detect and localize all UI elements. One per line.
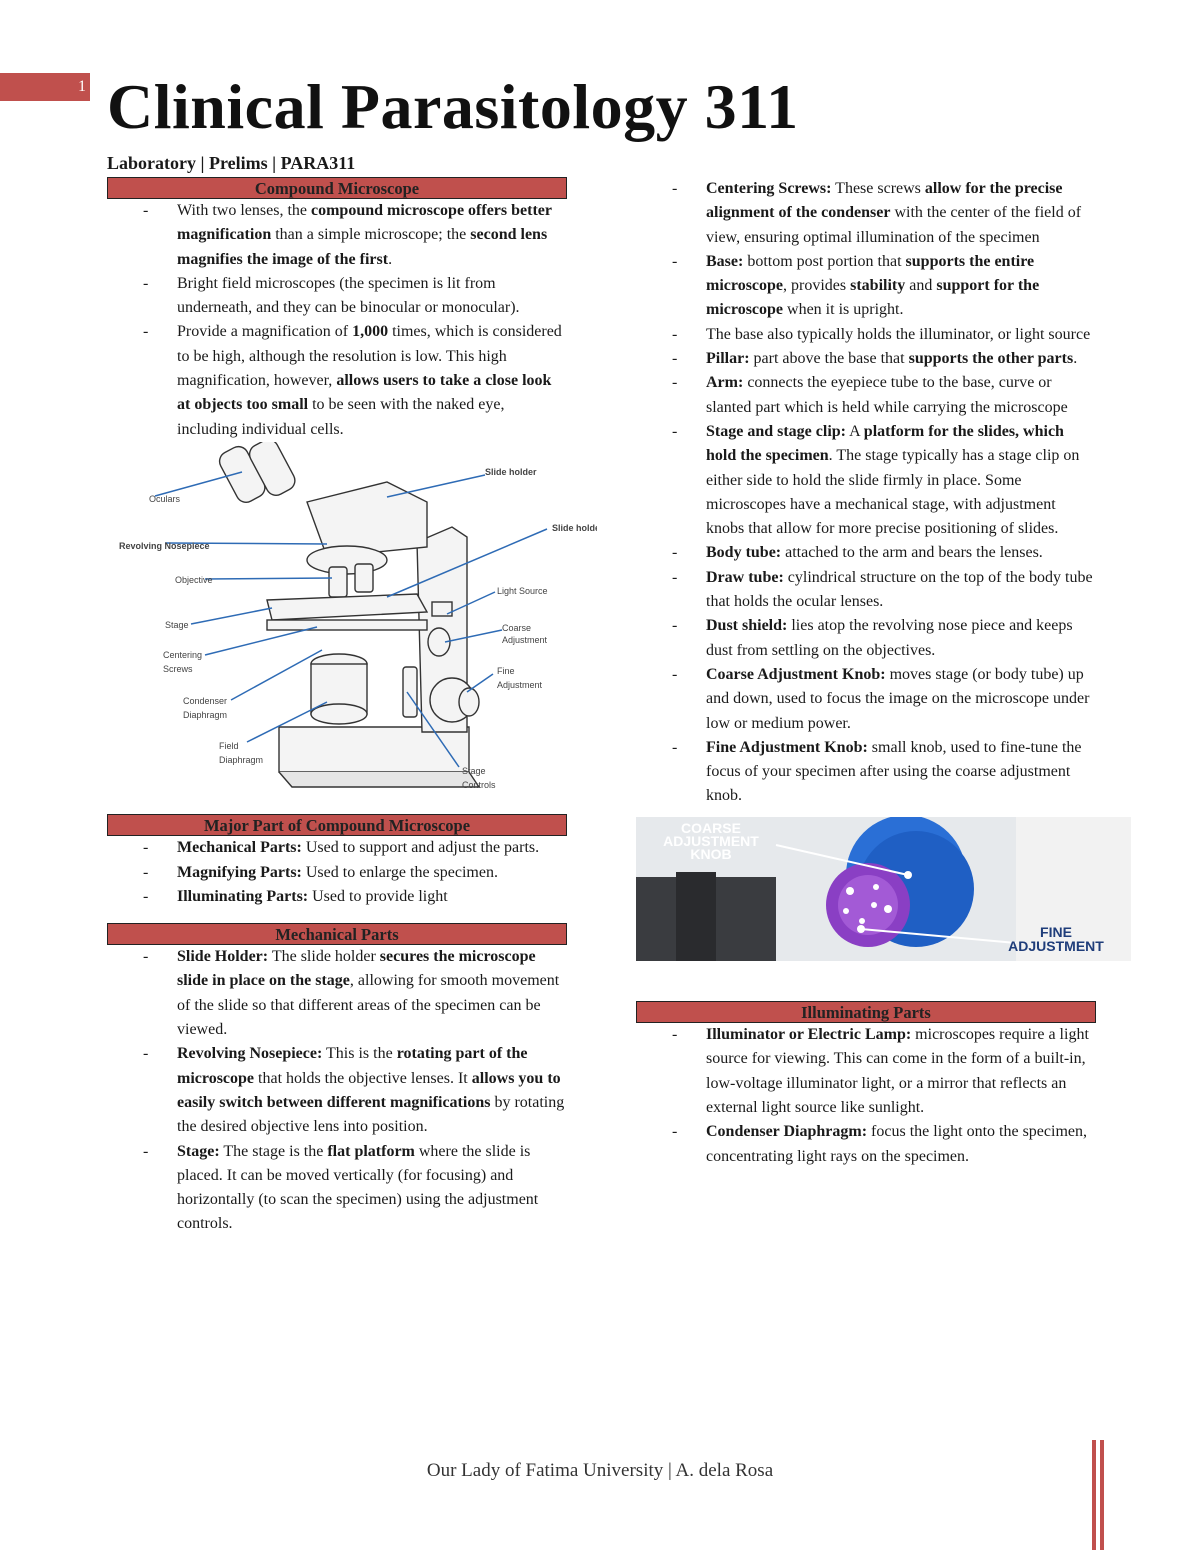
list-item: - Arm: connects the eyepiece tube to the base, curve or slanted part which is held while carrying the microscope	[636, 371, 1096, 420]
label-stage: Stage	[165, 619, 189, 630]
list-item: - Mechanical Parts: Used to support and adjust the parts.	[107, 836, 567, 860]
section-header-mechanical-parts: Mechanical Parts	[107, 923, 567, 945]
label-centering: Centering	[163, 649, 203, 660]
spacer	[107, 909, 567, 923]
page-title: Clinical Parasitology 311	[107, 71, 799, 142]
major-parts-list	[107, 836, 567, 909]
page-footer: Our Lady of Fatima University | A. dela Rosa	[426, 1460, 774, 1481]
label-condenser: Condenser	[183, 695, 228, 706]
list-item: - Magnifying Parts: Used to enlarge the specimen.	[107, 861, 567, 885]
photo-label-fine: FINE	[1040, 923, 1072, 940]
side-bar	[1100, 1440, 1104, 1550]
list-item: - Illuminating Parts: Used to provide light	[107, 885, 567, 909]
list-item: - Illuminator or Electric Lamp: microscopes require a light source for viewing. This can come in the form of a built-in, low-voltage illuminator light, or a mirror that reflects an external light source like sunlight.	[636, 1023, 1096, 1120]
list-item: - The base also typically holds the illuminator, or light source	[636, 323, 1096, 347]
label-fine: Fine	[497, 665, 515, 676]
list-item: - Body tube: attached to the arm and bears the lenses.	[636, 541, 1096, 565]
label-fine-adjustment: Adjustment	[497, 679, 543, 690]
label-objective: Objective	[175, 574, 213, 585]
section-header-compound-microscope: Compound Microscope	[107, 177, 567, 199]
list-item: - Base: bottom post portion that supports the entire microscope, provides stability and support for the microscope when it is upright.	[636, 250, 1096, 323]
list-item: - Provide a magnification of 1,000 times, which is considered to be high, although the resolution is low. This high magnification, however, allows users to take a close look at objects too small to be seen with the naked eye, including individual cells.	[107, 320, 567, 441]
list-item: - Slide Holder: The slide holder secures the microscope slide in place on the stage, allowing for smooth movement of the slide so that different areas of the specimen can be viewed.	[107, 945, 567, 1042]
page-number: 1	[78, 78, 86, 95]
decorative-side-bars	[1092, 1440, 1108, 1550]
label-stage-controls: Controls	[462, 779, 496, 790]
mechanical-parts-continued-list	[636, 177, 1096, 809]
microscope-diagram	[107, 442, 597, 798]
mechanical-parts-list	[107, 945, 567, 1237]
label-revolving-nosepiece: Revolving Nosepiece	[119, 540, 210, 551]
adjustment-knob-photo	[636, 817, 1131, 961]
label-slide-holder: Slide holder	[485, 466, 537, 477]
list-item: - Bright field microscopes (the specimen is lit from underneath, and they can be binocular or monocular).	[107, 272, 567, 321]
page-subtitle: Laboratory | Prelims | PARA311	[107, 153, 356, 173]
label-oculars: Oculars	[149, 493, 181, 504]
section-header-major-parts: Major Part of Compound Microscope	[107, 814, 567, 836]
photo-label-knob: KNOB	[690, 845, 732, 862]
list-item: - Coarse Adjustment Knob: moves stage (or body tube) up and down, used to focus the image on the microscope under low or medium power.	[636, 663, 1096, 736]
list-item: - Dust shield: lies atop the revolving nose piece and keeps dust from settling on the objectives.	[636, 614, 1096, 663]
label-field: Field	[219, 740, 239, 751]
photo-label-adjustment: ADJUSTMENT	[663, 832, 759, 849]
label-light-source: Light Source	[497, 585, 548, 596]
list-item: - Pillar: part above the base that supports the other parts.	[636, 347, 1096, 371]
label-diaphragm: Diaphragm	[183, 709, 228, 720]
label-field-diaphragm: Diaphragm	[219, 754, 264, 765]
section-header-illuminating-parts: Illuminating Parts	[636, 1001, 1096, 1023]
photo-label-fine-adjustment: ADJUSTMENT	[1008, 937, 1104, 954]
right-column	[636, 177, 1104, 1169]
list-item: - Stage and stage clip: A platform for the slides, which hold the specimen. The stage typically has a stage clip on either side to hold the slide firmly in place. Some microscopes have a mechanical stage, with adjustment knobs that allow for more precise positioning of slides.	[636, 420, 1096, 541]
list-item: - Condenser Diaphragm: focus the light onto the specimen, concentrating light rays on the specimen.	[636, 1120, 1096, 1169]
list-item: - Draw tube: cylindrical structure on the top of the body tube that holds the ocular lenses.	[636, 566, 1096, 615]
illuminating-parts-list	[636, 1023, 1096, 1169]
photo-label-coarse: COARSE	[681, 819, 741, 836]
label-coarse: Coarse	[502, 622, 532, 633]
compound-microscope-list	[107, 199, 567, 442]
left-column	[107, 177, 597, 1237]
label-stage-c: Stage	[462, 765, 486, 776]
side-bar	[1092, 1440, 1096, 1550]
list-item: - Stage: The stage is the flat platform where the slide is placed. It can be moved vertically (for focusing) and horizontally (to scan the specimen) using the adjustment controls.	[107, 1140, 567, 1237]
label-screws: Screws	[163, 663, 193, 674]
list-item: - Fine Adjustment Knob: small knob, used to fine-tune the focus of your specimen after using the coarse adjustment knob.	[636, 736, 1096, 809]
list-item: - With two lenses, the compound microscope offers better magnification than a simple microscope; the second lens magnifies the image of the first.	[107, 199, 567, 272]
label-slide-holder-2: Slide holde	[552, 522, 597, 533]
page-tab	[0, 73, 90, 101]
list-item: - Revolving Nosepiece: This is the rotating part of the microscope that holds the objective lenses. It allows you to easily switch between different magnifications by rotating the desired objective lens into position.	[107, 1042, 567, 1139]
list-item: - Centering Screws: These screws allow for the precise alignment of the condenser with the center of the field of view, ensuring optimal illumination of the specimen	[636, 177, 1096, 250]
label-coarse-adjustment: Adjustment	[502, 634, 548, 645]
